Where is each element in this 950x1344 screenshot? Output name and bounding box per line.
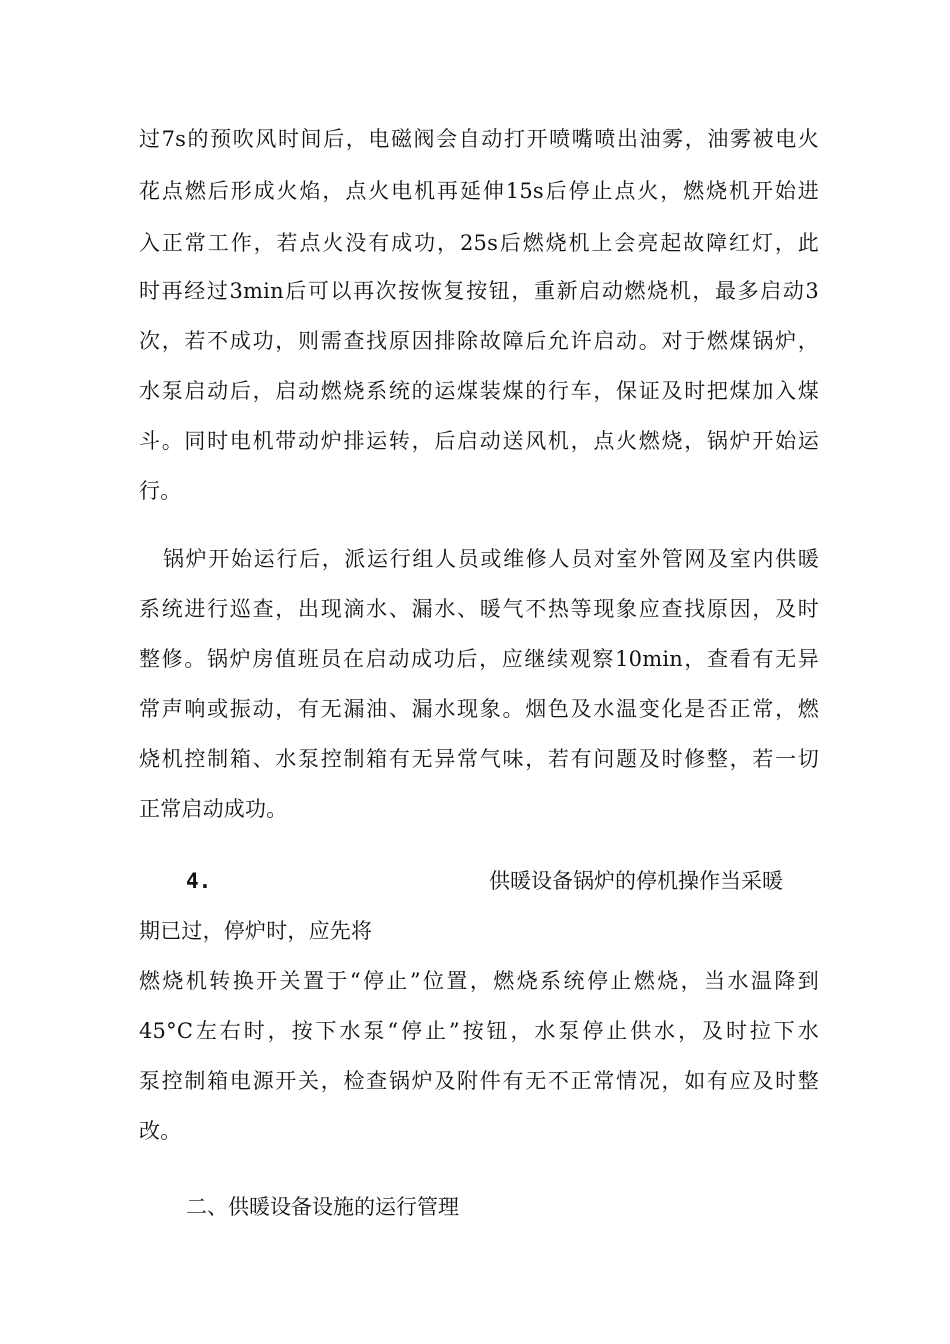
text-line: 改。 <box>139 1119 182 1143</box>
text-line: 烧机控制箱、水泵控制箱有无异常气味，若有问题及时修整，若一切 <box>139 747 819 771</box>
text-line: 常声响或振动，有无漏油、漏水现象。烟色及水温变化是否正常，燃 <box>139 697 819 721</box>
item-number: 4. <box>186 869 212 893</box>
text-line: 45°C左右时，按下水泵“停止”按钮，水泵停止供水，及时拉下水 <box>139 1019 819 1043</box>
text-line: 泵控制箱电源开关，检查锅炉及附件有无不正常情况，如有应及时整 <box>139 1069 819 1093</box>
text-line: 行。 <box>139 479 182 503</box>
text-line: 正常启动成功。 <box>139 797 288 821</box>
text-line: 整修。锅炉房值班员在启动成功后，应继续观察10min，查看有无异 <box>139 647 819 671</box>
text-line: 过7s的预吹风时间后，电磁阀会自动打开喷嘴喷出油雾，油雾被电火 <box>139 127 819 151</box>
text-line: 期已过，停炉时，应先将 <box>139 919 373 943</box>
text-line: 斗。同时电机带动炉排运转，后启动送风机，点火燃烧，锅炉开始运 <box>139 429 819 453</box>
text-line: 水泵启动后，启动燃烧系统的运煤装煤的行车，保证及时把煤加入煤 <box>139 379 819 403</box>
text-line: 燃烧机转换开关置于“停止”位置，燃烧系统停止燃烧，当水温降到 <box>139 969 819 993</box>
text-line: 花点燃后形成火焰，点火电机再延伸15s后停止点火，燃烧机开始进 <box>139 179 819 203</box>
text-line: 锅炉开始运行后，派运行组人员或维修人员对室外管网及室内供暖 <box>163 547 819 571</box>
item-title: 供暖设备锅炉的停机操作当采暖 <box>489 869 783 893</box>
text-line: 系统进行巡查，出现滴水、漏水、暖气不热等现象应查找原因，及时 <box>139 597 819 621</box>
text-line: 次，若不成功，则需查找原因排除故障后允许启动。对于燃煤锅炉， <box>139 329 819 353</box>
section-heading: 二、供暖设备设施的运行管理 <box>186 1195 459 1219</box>
text-line: 时再经过3min后可以再次按恢复按钮，重新启动燃烧机，最多启动3 <box>139 279 819 303</box>
text-line: 入正常工作，若点火没有成功，25s后燃烧机上会亮起故障红灯，此 <box>139 231 819 255</box>
